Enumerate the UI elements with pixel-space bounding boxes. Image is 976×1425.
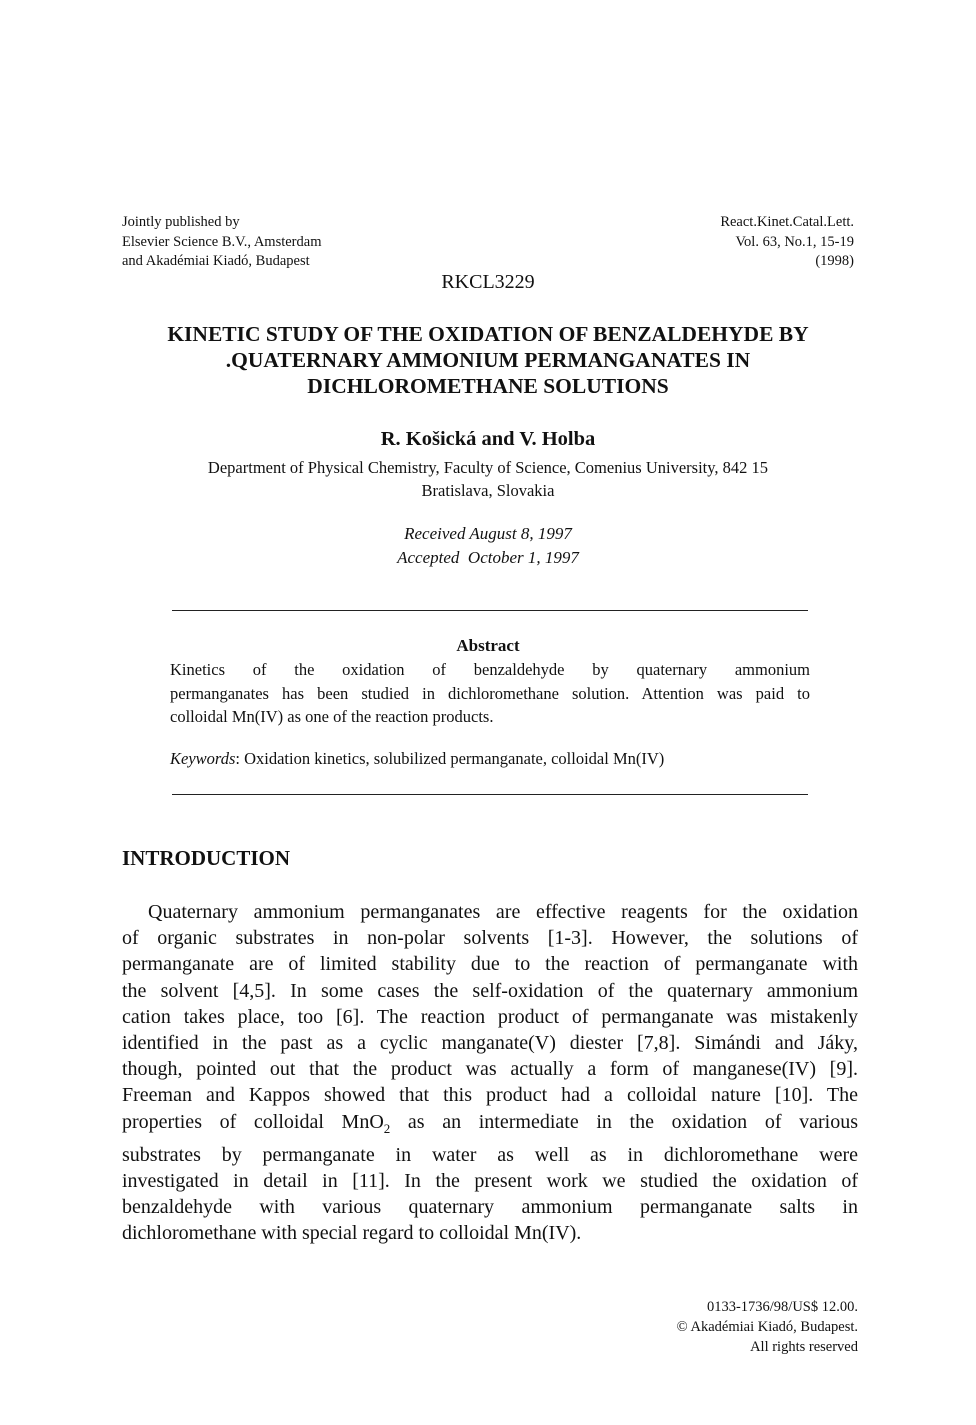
intro-line: Quaternary ammonium permanganates are effective reagents for the oxidation xyxy=(148,901,858,923)
keywords xyxy=(170,749,810,769)
article-code: RKCL3229 xyxy=(441,271,535,293)
divider-top xyxy=(172,610,808,611)
affiliation xyxy=(150,456,826,502)
footer-line: 0133-1736/98/US$ 12.00. xyxy=(706,1299,858,1315)
received-date: Received August 8, 1997 xyxy=(404,524,572,543)
title-line: KINETIC STUDY OF THE OXIDATION OF BENZALDEHYDE BY xyxy=(167,322,809,346)
abstract-line: permanganates has been studied in dichloromethane solution. Attention was paid to xyxy=(170,683,810,703)
abstract-text xyxy=(170,658,810,729)
affiliation-line: Bratislava, Slovakia xyxy=(421,481,555,500)
title-line: DICHLOROMETHANE SOLUTIONS xyxy=(307,374,669,398)
accepted-date: Accepted October 1, 1997 xyxy=(397,548,579,567)
journal-line: Vol. 63, No.1, 15-19 xyxy=(735,233,854,250)
mno2-suffix: as an intermediate in the oxidation of various xyxy=(390,1110,859,1133)
publisher-line: Jointly published by xyxy=(122,214,240,230)
intro-line: identified in the past as a cyclic manganate(V) diester [7,8]. Simándi and Jáky, xyxy=(122,1032,858,1055)
intro-line: permanganate are of limited stability due to the reaction of permanganate with xyxy=(122,953,858,976)
divider-bottom xyxy=(172,794,808,795)
publisher-line: and Akadémiai Kiadó, Budapest xyxy=(122,253,310,269)
journal-info xyxy=(720,213,854,272)
affiliation-line: Department of Physical Chemistry, Faculty of Science, Comenius University, 842 15 xyxy=(207,458,769,477)
article-title xyxy=(120,321,856,399)
footer-line: All rights reserved xyxy=(750,1339,858,1355)
title-line: .QUATERNARY AMMONIUM PERMANGANATES IN xyxy=(225,348,751,372)
intro-line: cation takes place, too [6]. The reaction product of permanganate was mistakenly xyxy=(122,1005,858,1028)
intro-line: though, pointed out that the product was actually a form of manganese(IV) [9]. xyxy=(122,1058,858,1081)
journal-line: (1998) xyxy=(815,253,854,269)
abstract-heading: Abstract xyxy=(456,636,520,655)
footer-line: © Akadémiai Kiadó, Budapest. xyxy=(676,1319,858,1335)
abstract-line: Kinetics of the oxidation of benzaldehyde by quaternary ammonium xyxy=(170,660,810,679)
publisher-info xyxy=(122,213,321,272)
introduction-text xyxy=(122,899,858,1247)
journal-line: React.Kinet.Catal.Lett. xyxy=(720,214,854,230)
intro-line: Freeman and Kappos showed that this product had a colloidal nature [10]. The xyxy=(122,1084,858,1107)
publisher-line: Elsevier Science B.V., Amsterdam xyxy=(122,233,322,250)
authors: R. Košická and V. Holba xyxy=(380,428,596,450)
intro-line: the solvent [4,5]. In some cases the self-oxidation of the quaternary ammonium xyxy=(122,979,858,1002)
keywords-label: Keywords xyxy=(170,749,236,768)
intro-line: substrates by permanganate in water as well as in dichloromethane were xyxy=(122,1143,858,1166)
intro-line: investigated in detail in [11]. In the present work we studied the oxidation of xyxy=(122,1170,858,1193)
keywords-text: : Oxidation kinetics, solubilized permanganate, colloidal Mn(IV) xyxy=(235,749,665,768)
mno2-prefix: properties of colloidal MnO xyxy=(122,1110,384,1133)
introduction-heading: INTRODUCTION xyxy=(122,846,291,870)
intro-line: of organic substrates in non-polar solvents [1-3]. However, the solutions of xyxy=(122,927,858,950)
intro-line: benzaldehyde with various quaternary ammonium permanganate salts in xyxy=(122,1196,858,1219)
intro-line: dichloromethane with special regard to colloidal Mn(IV). xyxy=(122,1222,582,1245)
mno2-subscript: 2 xyxy=(383,1120,391,1136)
abstract-line: colloidal Mn(IV) as one of the reaction products. xyxy=(170,707,494,726)
copyright-footer xyxy=(677,1297,858,1357)
intro-line-mno2 xyxy=(122,1109,858,1142)
dates xyxy=(0,522,976,570)
